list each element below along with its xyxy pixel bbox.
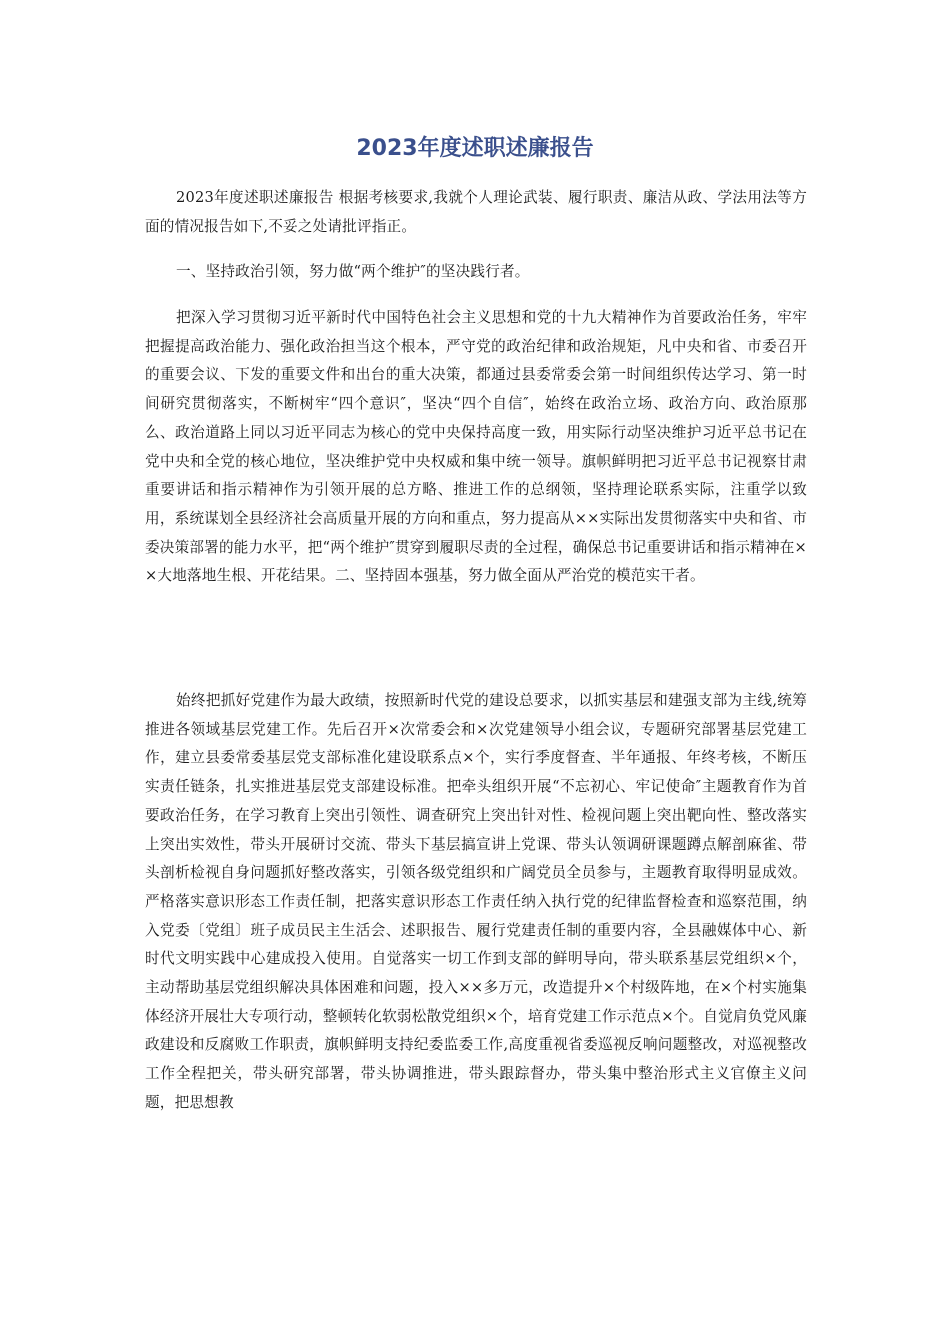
page-title: 2023年度述职述廉报告 (356, 136, 594, 161)
body-paragraph-1: 把深入学习贯彻习近平新时代中国特色社会主义思想和党的十九大精神作为首要政治任务，牢牢把握提高政治能力、强化政治担当这个根本，严守党的政治纪律和政治规矩，凡中央和省、市委召开的重要会议、下发的重要文件和出台的重大决策，都通过县委常委会第一时间组织传达学习、第一时间研究贯彻落实，不断树牢“四个意识″，坚决“四个自信″，始终在政治立场、政治方向、政治原那么、政治道路上同以习近平同志为核心的党中央保持高度一致，用实际行动坚决维护习近平总书记在党中央和全党的核心地位，坚决维护党中央权威和集中统一领导。旗帜鲜明把习近平总书记视察甘肃重要讲话和指示精神作为引领开展的总方略、推进工作的总纲领，坚持理论联系实际，注重学以致用，系统谋划全县经济社会高质量开展的方向和重点，努力提高从××实际出发贯彻落实中央和省、市委决策部署的能力水平，把“两个维护″贯穿到履职尽责的全过程，确保总书记重要讲话和指示精神在××大地落地生根、开花结果。二、坚持固本强基，努力做全面从严治党的模范实干者。 (145, 309, 807, 585)
intro-paragraph: 2023年度述职述廉报告 根据考核要求,我就个人理论武装、履行职责、廉洁从政、学法用法等方面的情况报告如下,不妥之处请批评指正。 (145, 189, 807, 235)
section-heading-1: 一、坚持政治引领，努力做“两个维护″的坚决践行者。 (176, 263, 530, 280)
body-paragraph-2: 始终把抓好党建作为最大政绩，按照新时代党的建设总要求，以抓实基层和建强支部为主线,统筹推进各领域基层党建工作。先后召开×次常委会和×次党建领导小组会议，专题研究部署基层党建工作，建立县委常委基层党支部标准化建设联系点×个，实行季度督查、半年通报、年终考核，不断压实责任链条，扎实推进基层党支部建设标准。把牵头组织开展“不忘初心、牢记使命″主题教育作为首要政治任务，在学习教育上突出引领性、调查研究上突出针对性、检视问题上突出靶向性、整改落实上突出实效性，带头开展研讨交流、带头下基层搞宣讲上党课、带头认领调研课题蹲点解剖麻雀、带头剖析检视自身问题抓好整改落实，引领各级党组织和广阔党员全员参与，主题教育取得明显成效。严格落实意识形态工作责任制，把落实意识形态工作责任纳入执行党的纪律监督检查和巡察范围，纳入党委〔党组〕班子成员民主生活会、述职报告、履行党建责任制的重要内容，全县融媒体中心、新时代文明实践中心建成投入使用。自觉落实一切工作到支部的鲜明导向，带头联系基层党组织×个，主动帮助基层党组织解决具体困难和问题，投入××多万元，改造提升×个村级阵地，在×个村实施集体经济开展壮大专项行动，整顿转化软弱松散党组织×个，培育党建工作示范点×个。自觉肩负党风廉政建设和反腐败工作职责，旗帜鲜明支持纪委监委工作,高度重视省委巡视反响问题整改，对巡视整改工作全程把关，带头研究部署，带头协调推进，带头跟踪督办，带头集中整治形式主义官僚主义问题，把思想教 (145, 692, 807, 1111)
